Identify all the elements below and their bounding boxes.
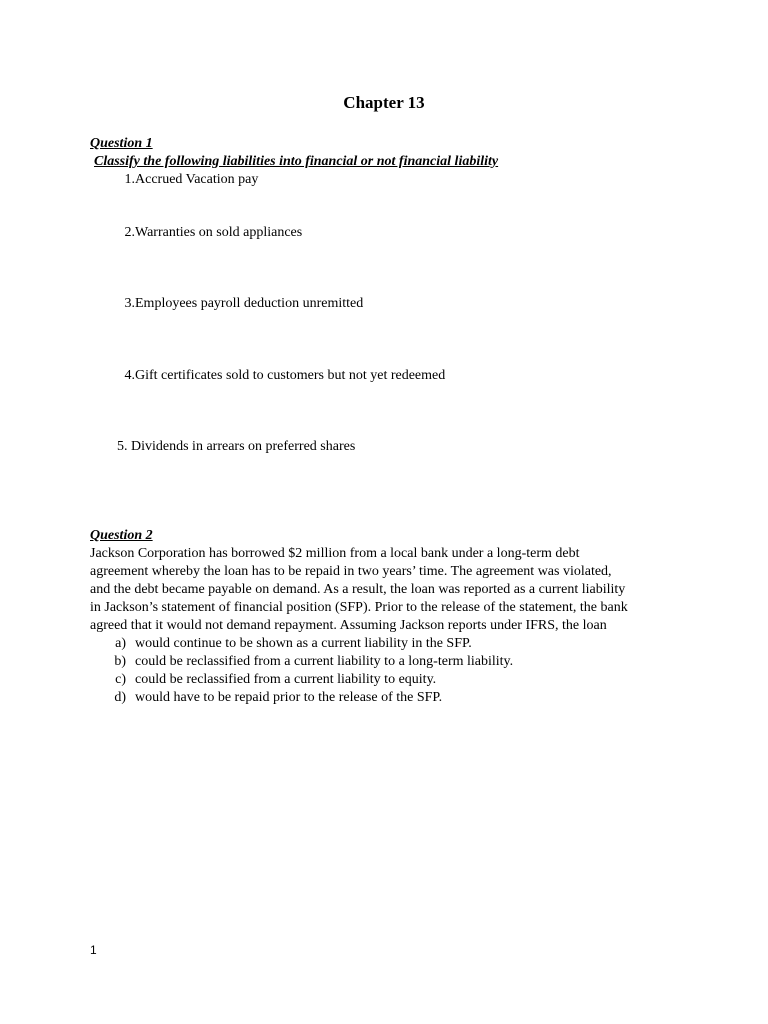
option-text: would have to be repaid prior to the release of the SFP. <box>135 690 443 705</box>
body-line: and the debt became payable on demand. As a result, the loan was reported as a current liability <box>90 582 626 597</box>
list-item <box>90 295 364 312</box>
page-number: 1 <box>90 943 97 957</box>
question-2-body <box>90 545 680 635</box>
list-item <box>90 224 303 241</box>
option-text: could be reclassified from a current liability to equity. <box>135 672 437 687</box>
body-line: agreed that it would not demand repayment. Assuming Jackson reports under IFRS, the loan <box>90 618 607 633</box>
body-line: Jackson Corporation has borrowed $2 million from a local bank under a long-term debt <box>90 546 580 561</box>
list-item-number: 1. <box>124 172 135 187</box>
option-marker: d) <box>114 690 126 705</box>
option-marker: a) <box>115 636 126 651</box>
question-2-heading: Question 2 <box>90 528 153 543</box>
answer-option-b <box>90 653 514 670</box>
option-marker: c) <box>115 672 126 687</box>
question-1-heading: Question 1 <box>90 136 153 151</box>
list-item-text: Accrued Vacation pay <box>135 172 259 187</box>
answer-option-c <box>90 671 437 688</box>
list-item <box>90 367 446 384</box>
list-item-text: Gift certificates sold to customers but not yet redeemed <box>135 368 446 383</box>
list-item: 5. Dividends in arrears on preferred shares <box>117 439 356 454</box>
question-1-instruction: Classify the following liabilities into financial or not financial liability <box>94 154 499 169</box>
list-item-text: Warranties on sold appliances <box>135 225 303 240</box>
option-text: could be reclassified from a current liability to a long-term liability. <box>135 654 514 669</box>
page-title: Chapter 13 <box>343 93 425 112</box>
list-item-text: Employees payroll deduction unremitted <box>135 296 364 311</box>
body-line: agreement whereby the loan has to be repaid in two years’ time. The agreement was violated, <box>90 564 612 579</box>
option-marker: b) <box>114 654 126 669</box>
body-line: in Jackson’s statement of financial position (SFP). Prior to the release of the statement, the bank <box>90 600 628 615</box>
answer-option-a <box>90 635 472 652</box>
list-item-number: 4. <box>124 368 135 383</box>
list-item-number: 2. <box>124 225 135 240</box>
list-item-number: 3. <box>124 296 135 311</box>
list-item <box>90 171 259 188</box>
answer-option-d <box>90 689 443 706</box>
option-text: would continue to be shown as a current liability in the SFP. <box>135 636 472 651</box>
